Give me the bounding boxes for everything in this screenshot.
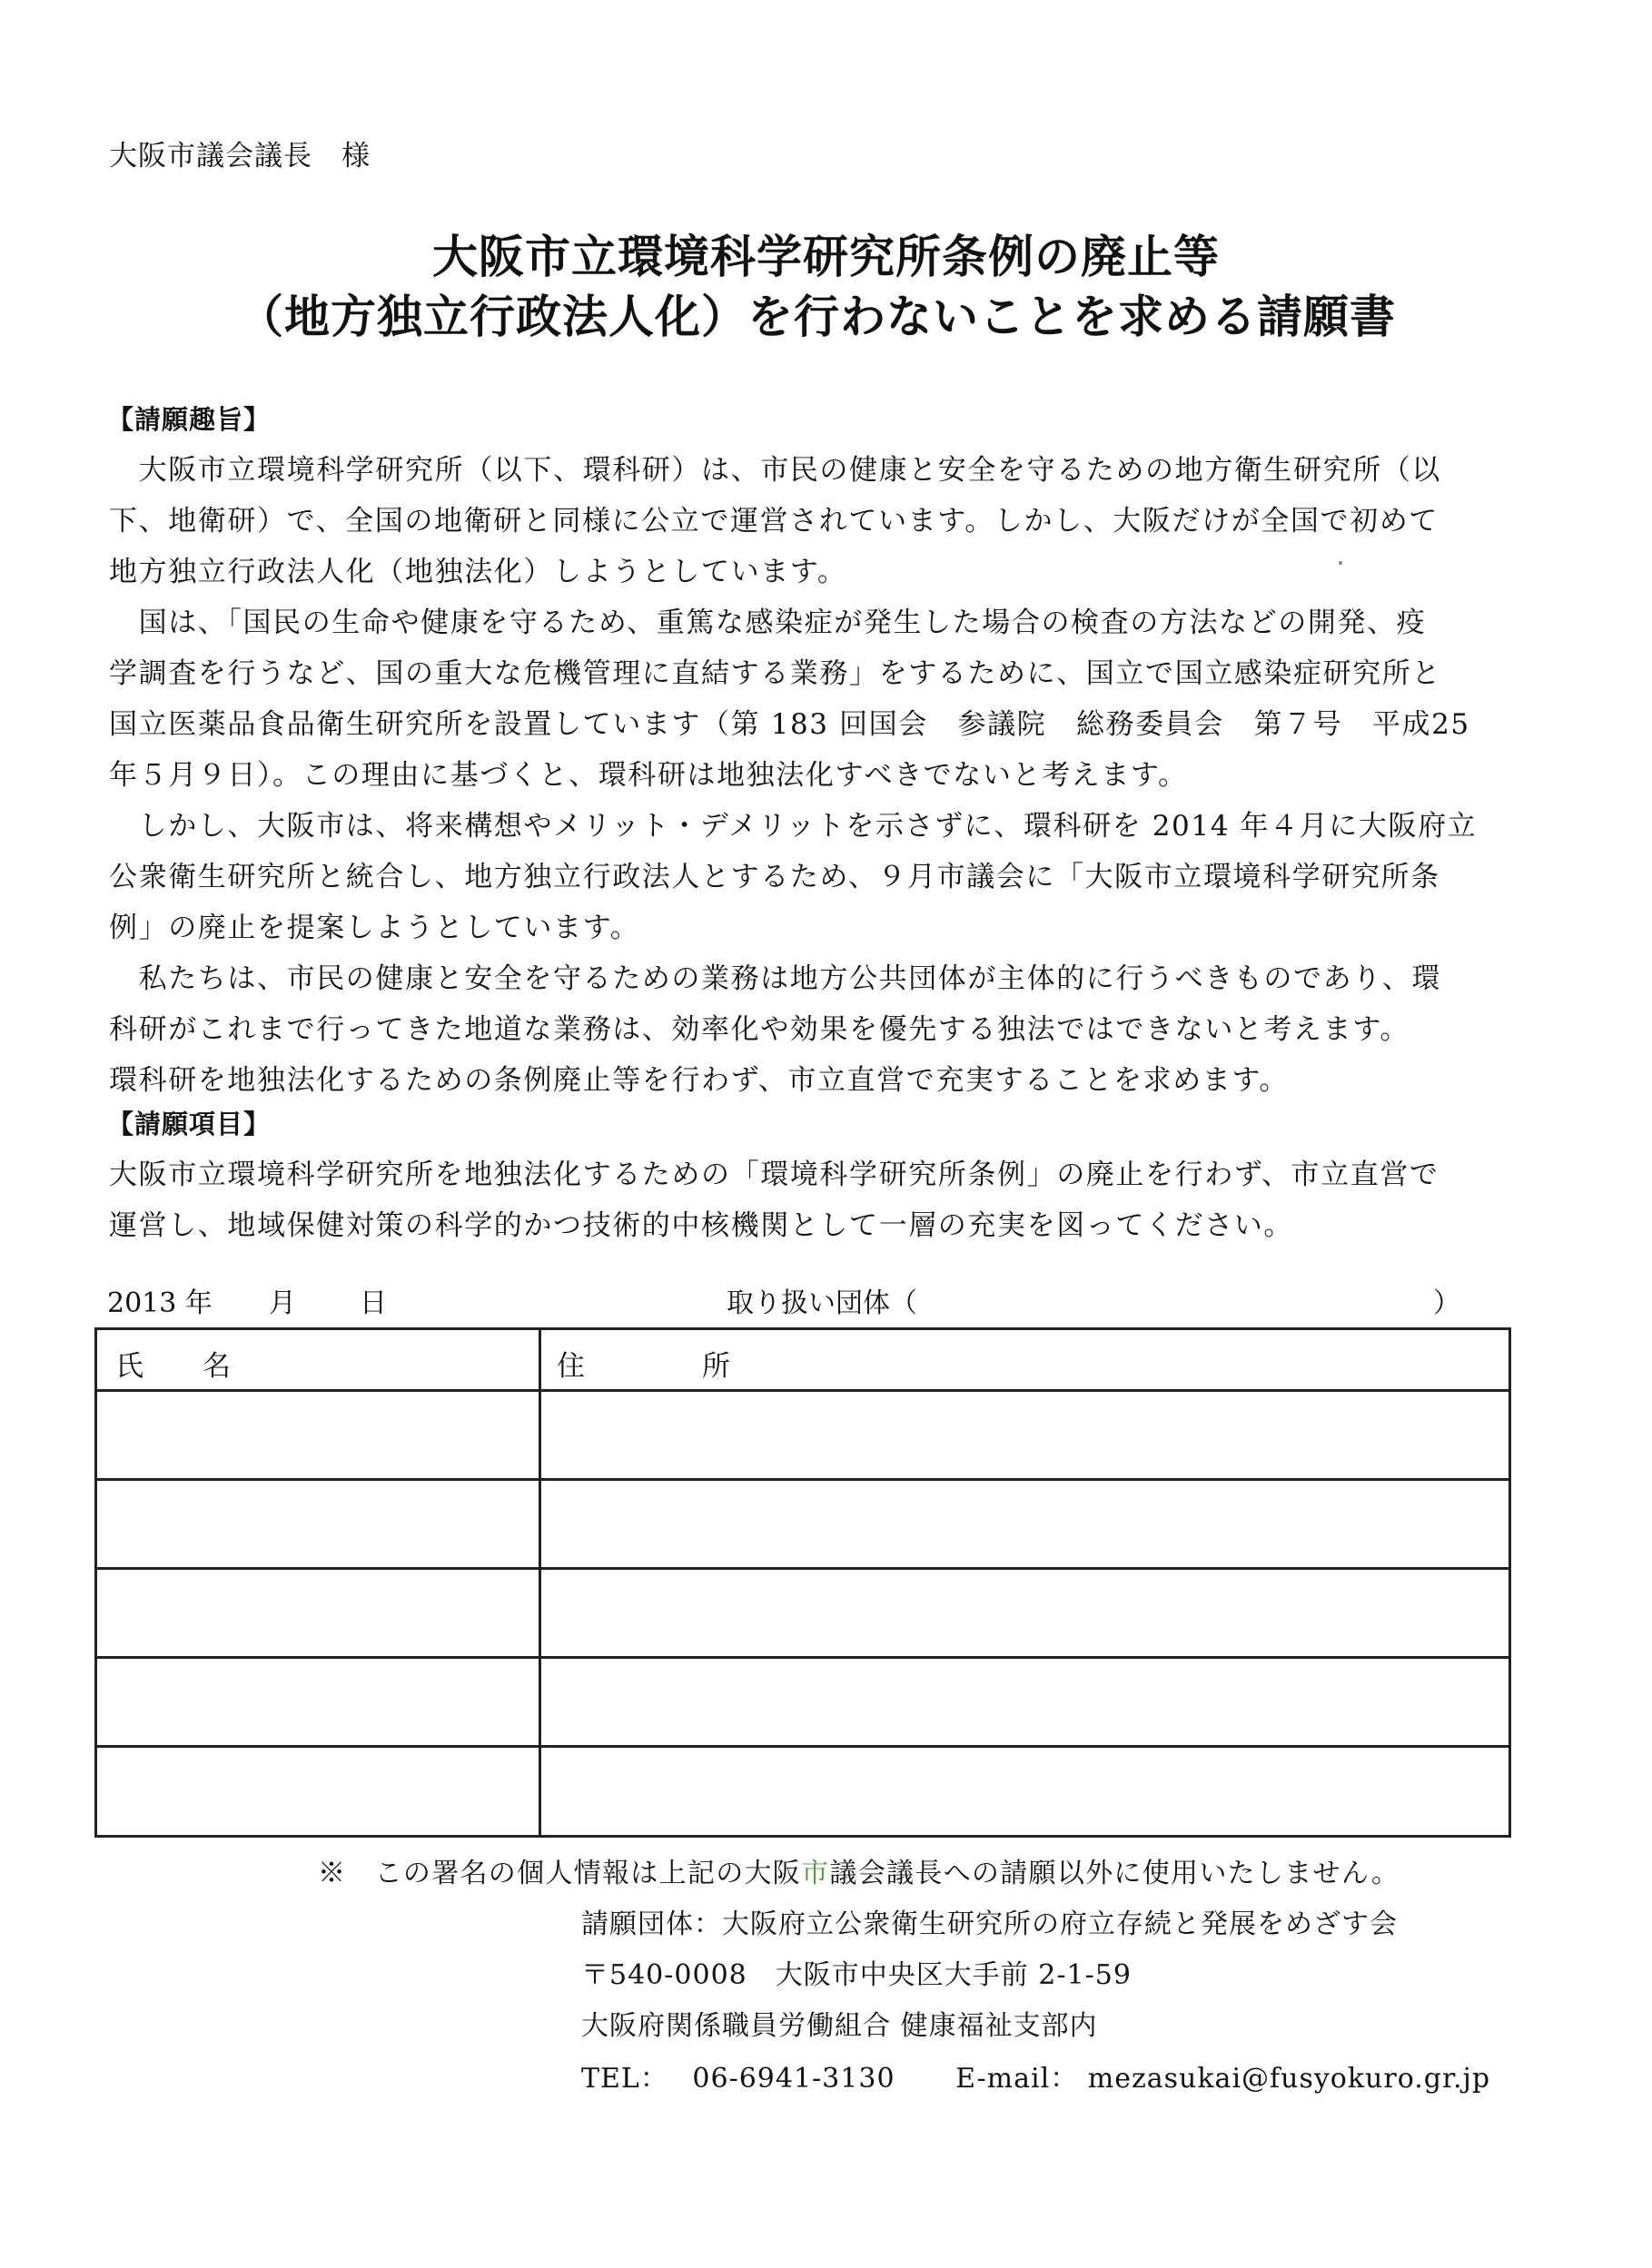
address-field[interactable] xyxy=(541,1570,1509,1656)
address-field[interactable] xyxy=(541,1481,1509,1567)
signature-row xyxy=(97,1481,1509,1570)
tel-label: TEL： xyxy=(581,2063,668,2095)
privacy-note-suffix: 議会議長への請願以外に使用いたしません。 xyxy=(829,1858,1400,1889)
address-field[interactable] xyxy=(541,1392,1509,1478)
date-year: 2013 年 xyxy=(107,1287,213,1319)
name-field[interactable] xyxy=(97,1570,539,1656)
email-label: E-mail： xyxy=(955,2063,1079,2095)
name-field[interactable] xyxy=(97,1392,539,1478)
col-address-header: 住 所 xyxy=(557,1350,731,1383)
purpose-heading: 【請願趣旨】 xyxy=(107,404,272,435)
signature-row xyxy=(97,1748,1509,1837)
privacy-note-green-char: 市 xyxy=(801,1858,830,1889)
purpose-line: 大阪市立環境科学研究所（以下、環科研）は、市民の健康と安全を守るための地方衛生研究所（以 xyxy=(109,454,1441,487)
title-line-1: 大阪市立環境科学研究所条例の廃止等 xyxy=(432,231,1220,283)
items-line: 大阪市立環境科学研究所を地独法化するための「環境科学研究所条例」の廃止を行わず、市立直営で xyxy=(109,1159,1439,1191)
signature-row xyxy=(97,1392,1509,1481)
signature-row xyxy=(97,1570,1509,1659)
purpose-line: 国立医薬品食品衛生研究所を設置しています（第 183 回国会 参議院 総務委員会 第７号 平成25 xyxy=(109,708,1470,741)
signature-table-header xyxy=(97,1330,1509,1392)
col-name-header: 氏 名 xyxy=(115,1350,232,1383)
address-field[interactable] xyxy=(541,1748,1509,1837)
purpose-line: 例」の廃止を提案しようとしています。 xyxy=(109,912,640,944)
title-line-2: （地方独立行政法人化）を行わないことを求める請願書 xyxy=(238,291,1396,343)
items-line: 運営し、地域保健対策の科学的かつ技術的中核機関として一層の充実を図ってください。 xyxy=(109,1209,1293,1242)
items-heading: 【請願項目】 xyxy=(107,1109,272,1139)
signature-row xyxy=(97,1659,1509,1748)
union-name: 大阪府関係職員労働組合 健康福祉支部内 xyxy=(581,2010,1098,2042)
date-day: 日 xyxy=(360,1287,387,1319)
name-field[interactable] xyxy=(97,1659,539,1745)
purpose-line: 下、地衛研）で、全国の地衛研と同様に公立で運営されています。しかし、大阪だけが全国で初めて xyxy=(109,505,1439,537)
email-address: mezasukai@fusyokuro.gr.jp xyxy=(1087,2063,1491,2095)
purpose-line: 環科研を地独法化するための条例廃止等を行わず、市立直営で充実することを求めます。 xyxy=(109,1064,1290,1097)
org-label: 取り扱い団体（ xyxy=(727,1287,917,1319)
privacy-note-prefix: ※ この署名の個人情報は上記の大阪 xyxy=(318,1858,802,1889)
signature-table xyxy=(94,1327,1511,1838)
date-month: 月 xyxy=(269,1287,296,1319)
postal-address: 〒540-0008 大阪市中央区大手前 2-1-59 xyxy=(581,1959,1132,1991)
org-close-paren: ） xyxy=(1433,1287,1460,1319)
purpose-line: 私たちは、市民の健康と安全を守るための業務は地方公共団体が主体的に行うべきものであり、環 xyxy=(109,962,1441,995)
purpose-line: 公衆衛生研究所と統合し、地方独立行政法人とするため、９月市議会に「大阪市立環境科学研究所条 xyxy=(109,861,1440,893)
petition-group: 請願団体：大阪府立公衆衛生研究所の府立存続と発展をめざす会 xyxy=(581,1908,1398,1940)
name-field[interactable] xyxy=(97,1748,539,1837)
address-field[interactable] xyxy=(541,1659,1509,1745)
name-field[interactable] xyxy=(97,1481,539,1567)
purpose-line: 学調査を行うなど、国の重大な危機管理に直結する業務」をするために、国立で国立感染症研究所と xyxy=(109,657,1441,690)
contact-line xyxy=(581,2056,1490,2095)
tel-number: 06-6941-3130 xyxy=(692,2063,895,2095)
addressee: 大阪市議会議長 様 xyxy=(109,140,371,173)
purpose-line: 国は、「国民の生命や健康を守るため、重篤な感染症が発生した場合の検査の方法などの開発、疫 xyxy=(109,606,1427,639)
column-divider xyxy=(539,1330,541,1835)
purpose-line: 科研がこれまで行ってきた地道な業務は、効率化や効果を優先する独法ではできないと考えます。 xyxy=(109,1013,1410,1046)
purpose-line: 年５月９日）。この理由に基づくと、環科研は地独法化すべきでないと考えます。 xyxy=(109,759,1188,792)
purpose-line: しかし、大阪市は、将来構想やメリット・デメリットを示さずに、環科研を 2014 年４月に大阪府立 xyxy=(109,810,1478,843)
scan-speck xyxy=(1339,561,1342,565)
purpose-line: 地方独立行政法人化（地独法化）しようとしています。 xyxy=(109,556,847,588)
privacy-note xyxy=(318,1850,1400,1890)
